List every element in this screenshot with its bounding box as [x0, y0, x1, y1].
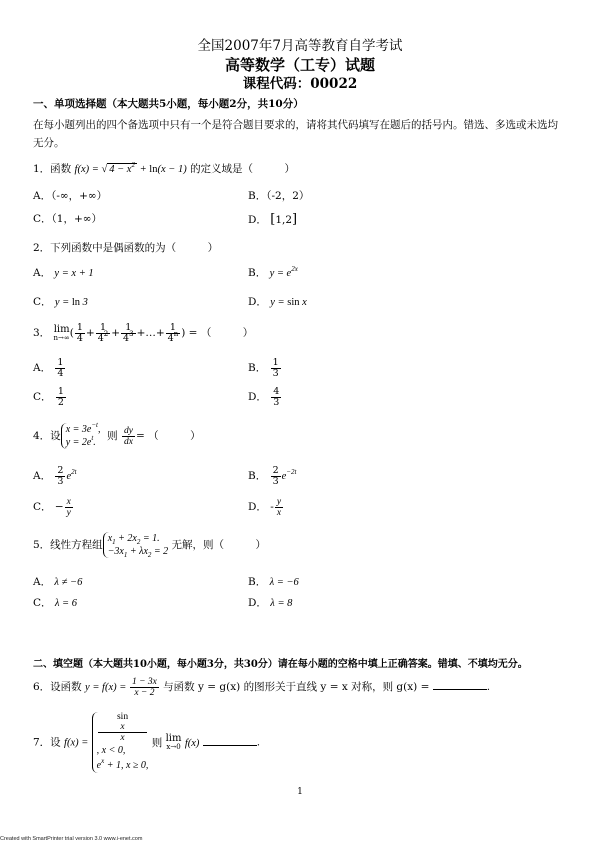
q6-answer-blank[interactable]	[433, 680, 487, 690]
q5-option-c: C． λ = 6	[33, 597, 78, 609]
q4-option-a: A． $\frac{2}{3}$ $e^{2t}$	[33, 464, 77, 487]
section1-instruction-2: 无分。	[33, 137, 65, 149]
q6-middle: 与函数 y = g(x) 的图形关于直线 y = x 对称，则 g(x) =	[163, 681, 430, 693]
q7-suffix: .	[256, 736, 261, 749]
q1-stem-prefix: 1．函数	[33, 163, 72, 175]
course-code: 课程代码：00022	[242, 76, 358, 92]
q3-stem-prefix: 3．	[33, 327, 51, 339]
q3-stem-suffix: （ ）	[200, 327, 254, 339]
q5-stem	[33, 531, 266, 559]
q1-option-a: A．（-∞，+∞）	[33, 190, 108, 202]
q4-derivative: $\frac{dy}{dx}$	[124, 425, 133, 447]
q1-option-d: D． [1,2]	[248, 212, 298, 227]
q2-option-d: D． y = sin x	[248, 296, 307, 308]
q5-system: $x_1 + 2x_2 = 1$. $-3x_1 + \lambda x_2 = 2$	[103, 532, 168, 558]
q2-option-b: B． $y = e^{2x}$	[248, 265, 298, 279]
q4-middle: 则	[107, 430, 118, 442]
q3-option-a: A． $\frac{1}{4}$	[33, 356, 64, 379]
q4-stem-prefix: 4．设	[33, 430, 61, 442]
exam-title: 全国2007年7月高等教育自学考试	[197, 38, 403, 54]
q2-option-a: A． y = x + 1	[33, 267, 94, 279]
q2-stem: 2．下列函数中是偶函数的为（ ）	[33, 242, 219, 254]
q6-suffix: .	[486, 681, 491, 693]
q1-option-c: C．（1，+∞）	[33, 213, 103, 225]
q4-option-b: B． $\frac{2}{3}$ $e^{-2t}$	[248, 464, 297, 487]
q7-stem	[33, 712, 260, 773]
q6-prefix: 6．设函数	[33, 681, 82, 693]
q1-formula: f(x) = √ $4 - x^2 + \ln(x - 1)$	[74, 161, 187, 175]
q5-option-d: D． λ = 8	[248, 597, 293, 609]
q4-option-d: D． - $\frac{y}{x}$	[248, 496, 282, 518]
q3-stem: 3． lim n→∞ ( $\frac{1}{4}$ + $\frac{1}{4^2}$ + $\frac{1}{4^3}$ +…+ $\frac{1}{4^n}$ ) = （ ）	[33, 321, 254, 344]
q7-middle: 则 lim x→0 f(x)	[151, 733, 200, 751]
q1-option-b: B．（-2，2）	[248, 190, 310, 202]
section2-heading: 二、填空题（本大题共10小题，每小题3分，共30分）请在每小题的空格中填上正确答案。错填、不填均无分。	[33, 659, 528, 670]
q2-option-c: C． y = ln 3	[33, 296, 88, 308]
q7-answer-blank[interactable]	[203, 736, 257, 746]
q5-option-b: B． λ = −6	[248, 576, 299, 588]
q7-cases: sin x x , x < 0, $e^x + 1$, x ≥ 0,	[92, 712, 149, 773]
q7-formula: f(x) =	[64, 737, 89, 749]
q5-stem-prefix: 5．线性方程组	[33, 539, 103, 551]
q4-system: $x = 3e^{-t}$, $y = 2e^t$.	[61, 423, 101, 449]
q3-option-b: B． $\frac{1}{3}$	[248, 356, 279, 379]
exam-subject: 高等数学（工专）试题	[224, 56, 375, 74]
q4-option-c: C． − $\frac{x}{y}$	[33, 496, 71, 518]
q7-prefix: 7．设	[33, 736, 61, 749]
q6-formula: y = f(x) = $\frac{1 - 3x}{x - 2}$	[85, 677, 157, 699]
q3-limit: lim n→∞	[53, 323, 70, 342]
q5-stem-suffix: 无解，则（ ）	[171, 539, 266, 551]
section1-instruction-1: 在每小题列出的四个备选项中只有一个是符合题目要求的，请将其代码填写在题后的括号内。错选、多选或未选均	[33, 119, 558, 131]
footer-watermark: Created with SmartPrinter trial version 3.0 www.i-enet.com	[0, 836, 143, 842]
q1-stem	[33, 163, 295, 176]
q6-stem	[33, 675, 490, 700]
q1-stem-suffix: 的定义域是（ ）	[190, 163, 296, 175]
q3-option-c: C． $\frac{1}{2}$	[33, 385, 64, 408]
page-number: 1	[297, 787, 303, 797]
q3-option-d: D． $\frac{4}{3}$	[248, 385, 280, 408]
section1-heading: 一、单项选择题（本大题共5小题，每小题2分，共10分）	[33, 98, 304, 110]
q5-option-a: A． λ ≠ −6	[33, 576, 83, 588]
q4-stem: 4．设 $x = 3e^{-t}$, $y = 2e^t$. 则 $\frac{dy}{dx}$ = （ ）	[33, 421, 201, 448]
q4-stem-suffix: （ ）	[148, 430, 201, 442]
